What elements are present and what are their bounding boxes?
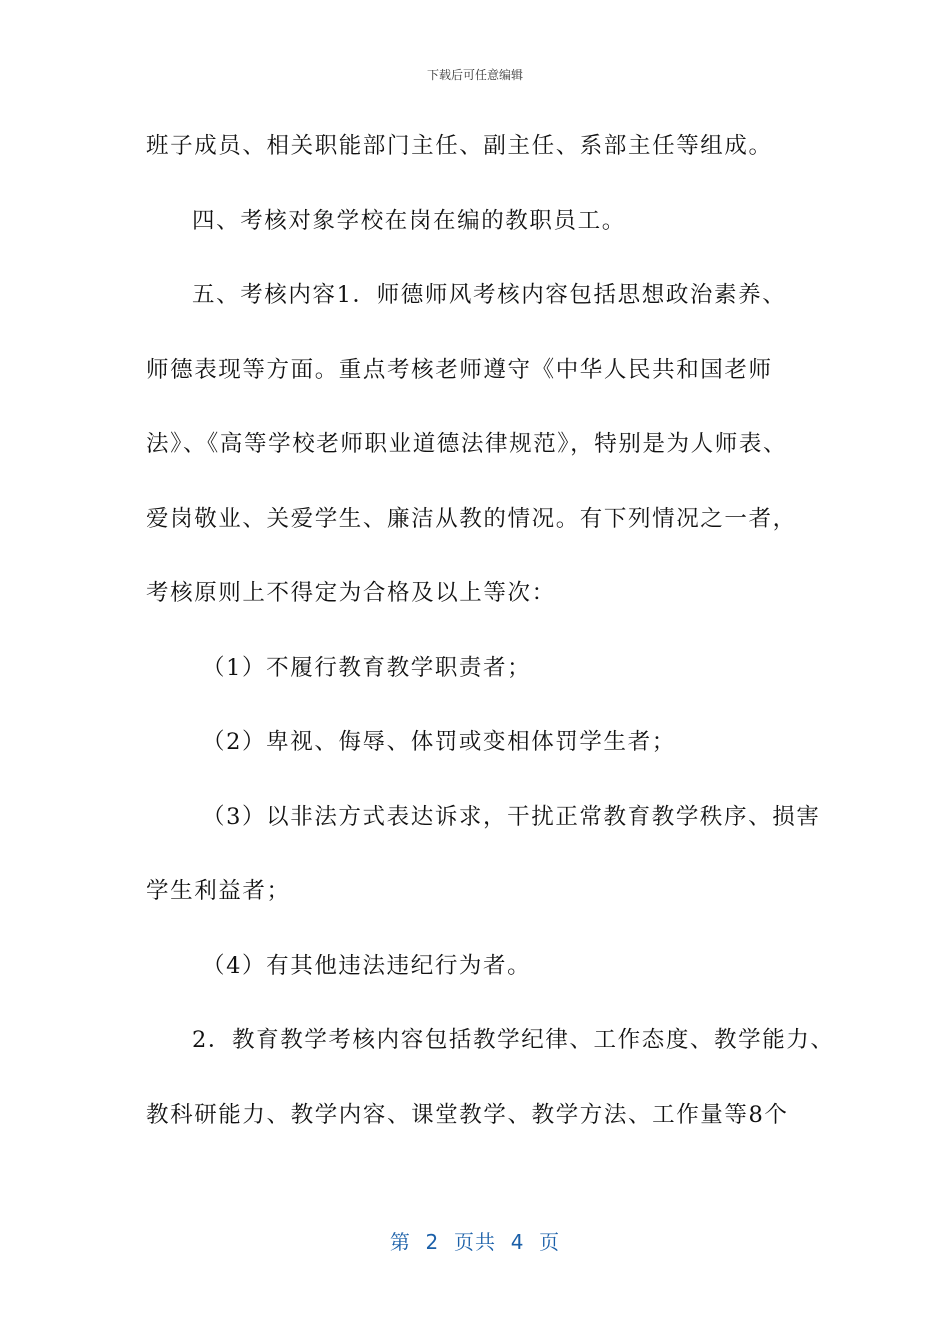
paragraph-line: 教科研能力、教学内容、课堂教学、教学方法、工作量等8个 (146, 1101, 789, 1128)
list-item: （3）以非法方式表达诉求，干扰正常教育教学秩序、损害 (202, 803, 821, 830)
page-header: 下载后可任意编辑 (426, 68, 523, 82)
paragraph-line: 师德表现等方面。重点考核老师遵守《中华人民共和国老师 (146, 356, 773, 383)
list-item: （4）有其他违法违纪行为者。 (202, 952, 532, 979)
document-body (146, 128, 835, 1171)
paragraph-line: 爱岗敬业、关爱学生、廉洁从教的情况。有下列情况之一者， (146, 505, 797, 532)
paragraph-line: 五、考核内容1．师德师风考核内容包括思想政治素养、 (192, 282, 787, 308)
paragraph-line: 考核原则上不得定为合格及以上等次： (146, 580, 556, 606)
paragraph-line: 2．教育教学考核内容包括教学纪律、工作态度、教学能力、 (192, 1027, 835, 1053)
list-item: （1）不履行教育教学职责者； (202, 654, 532, 681)
paragraph-line: 四、考核对象学校在岗在编的教职员工。 (192, 207, 626, 234)
page-number-footer: 第 2 页共 4 页 (389, 1230, 561, 1254)
paragraph-line: 班子成员、相关职能部门主任、副主任、系部主任等组成。 (146, 133, 773, 159)
list-item: （2）卑视、侮辱、体罚或变相体罚学生者； (202, 729, 676, 755)
paragraph-line: 学生利益者； (146, 878, 291, 904)
paragraph-line: 法》、《高等学校老师职业道德法律规范》，特别是为人师表、 (146, 431, 788, 457)
